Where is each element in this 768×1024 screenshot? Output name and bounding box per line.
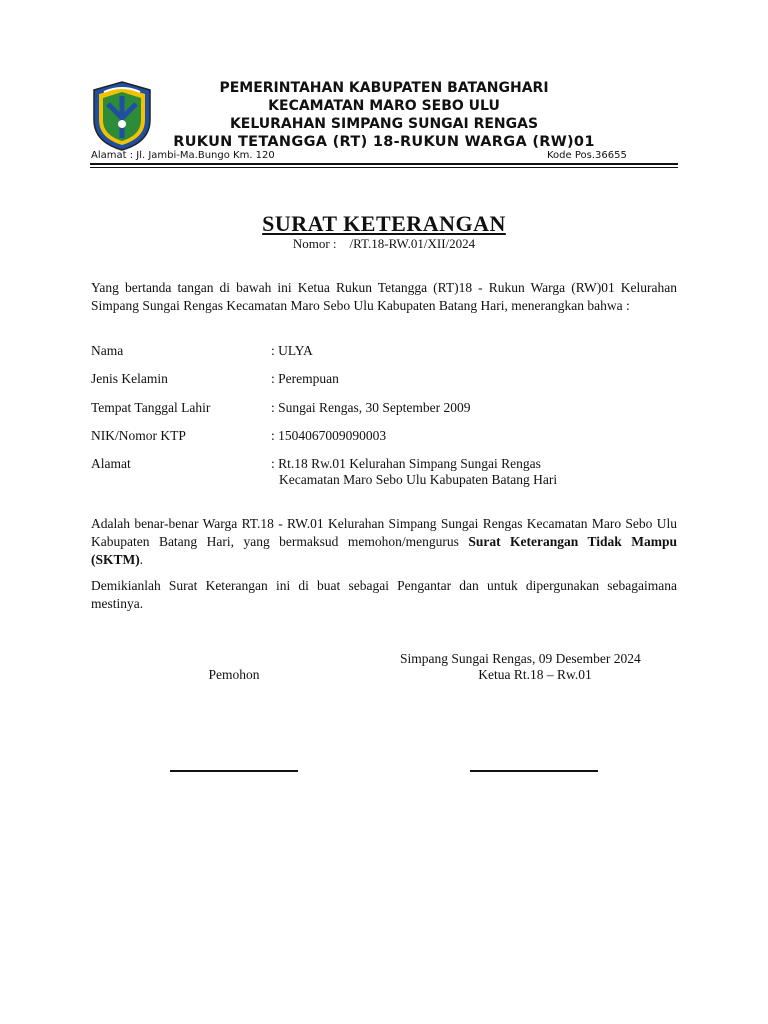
field-value-birth: : Sungai Rengas, 30 September 2009: [271, 400, 471, 415]
header-line-government: PEMERINTAHAN KABUPATEN BATANGHARI: [219, 80, 549, 96]
header-line-village: KELURAHAN SIMPANG SUNGAI RENGAS: [229, 116, 539, 132]
body-text: Adalah benar-benar Warga RT.18 - RW.01 Kelurahan Simpang Sungai Rengas Kecamatan Maro Sebo Ulu Kabupaten Batang Hari, yang bermaksud memohon/mengurus: [91, 516, 677, 549]
field-label-address: Alamat: [91, 456, 131, 471]
field-value-address-line2: Kecamatan Maro Sebo Ulu Kabupaten Batang Hari: [279, 472, 558, 487]
field-label-nik: NIK/Nomor KTP: [91, 428, 186, 443]
field-value-gender: : Perempuan: [271, 371, 339, 386]
document-title: SURAT KETERANGAN: [262, 211, 506, 236]
field-label-gender: Jenis Kelamin: [91, 371, 168, 386]
header-address: Alamat : Jl. Jambi-Ma.Bungo Km. 120: [91, 150, 275, 161]
rt-head-label: Ketua Rt.18 – Rw.01: [478, 667, 592, 682]
field-label-name: Nama: [91, 343, 124, 358]
rt-head-signature-line: [470, 770, 598, 772]
field-value-name: : ULYA: [271, 343, 313, 358]
closing-paragraph: Demikianlah Surat Keterangan ini di buat sebagai Pengantar dan untuk dipergunakan sebagaimana mestinya.: [91, 578, 677, 611]
header-divider-thin: [90, 167, 678, 168]
document-number: Nomor : /RT.18-RW.01/XII/2024: [292, 236, 476, 251]
signature-place-date: Simpang Sungai Rengas, 09 Desember 2024: [400, 651, 641, 666]
applicant-label: Pemohon: [208, 667, 260, 682]
header-divider-thick: [90, 163, 678, 165]
header-line-district: KECAMATAN MARO SEBO ULU: [268, 98, 500, 114]
body-paragraph: [91, 515, 677, 569]
header-postal-code: Kode Pos.36655: [547, 150, 627, 161]
applicant-signature-line: [170, 770, 298, 772]
body-suffix: .: [139, 552, 144, 567]
header-line-rt-rw: RUKUN TETANGGA (RT) 18-RUKUN WARGA (RW)01: [173, 134, 595, 150]
intro-paragraph: Yang bertanda tangan di bawah ini Ketua Rukun Tetangga (RT)18 - Rukun Warga (RW)01 Kelurahan Simpang Sungai Rengas Kecamatan Maro Sebo Ulu Kabupaten Batang Hari, menerangkan bahwa :: [91, 280, 677, 313]
field-label-birth: Tempat Tanggal Lahir: [91, 400, 211, 415]
field-value-address: : Rt.18 Rw.01 Kelurahan Simpang Sungai Rengas: [271, 456, 541, 471]
body-bold-text: Surat Keterangan Tidak Mampu (SKTM): [91, 534, 677, 567]
field-value-nik: : 1504067009090003: [271, 428, 387, 443]
